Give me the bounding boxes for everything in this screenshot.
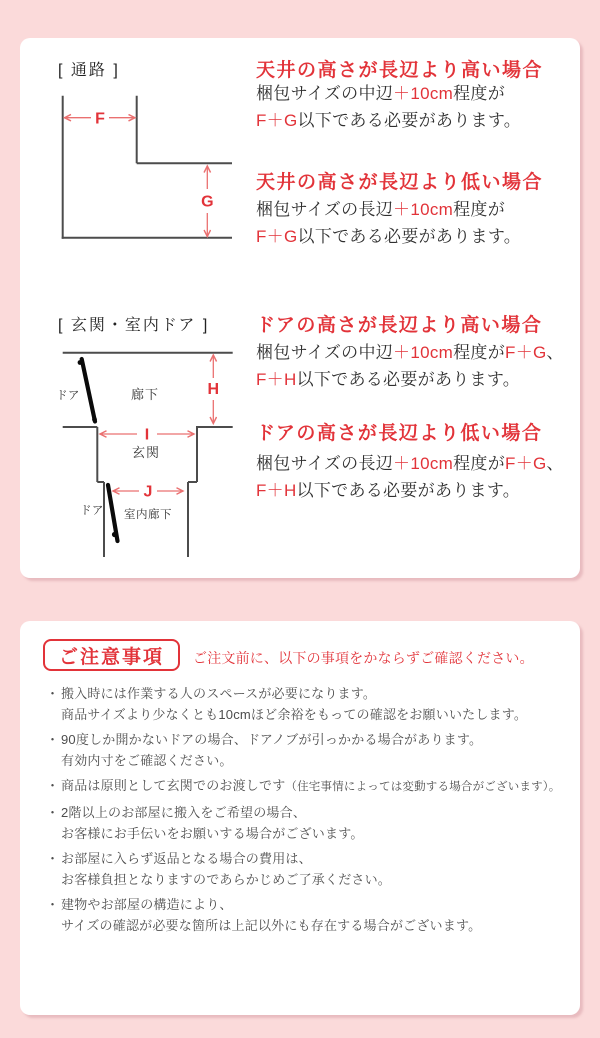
- notice-item-text: 2階以上のお部屋に搬入をご希望の場合、 お客様にお手伝いをお願いする場合がございます。: [61, 805, 364, 841]
- text-segment-red: F＋H: [256, 481, 297, 500]
- text-segment: 以下である必要があります。: [297, 111, 522, 130]
- door-higher-title: ドアの高さが長辺より高い場合: [256, 315, 543, 336]
- door-lower-title: ドアの高さが長辺より低い場合: [256, 423, 543, 444]
- f-dimension-label: F: [95, 110, 105, 128]
- j-dimension-label: J: [143, 483, 153, 501]
- notice-item: [46, 729, 566, 771]
- text-segment: 梱包サイズの中辺: [256, 84, 394, 103]
- notice-item: [46, 894, 566, 936]
- bullet-marker: ・: [46, 686, 60, 701]
- bullet-marker: ・: [46, 897, 60, 912]
- entrance-diagram: [45, 345, 245, 563]
- text-segment-red: ＋10cm: [393, 343, 454, 362]
- text-segment-red: F＋G: [256, 227, 298, 246]
- notice-item: [46, 848, 566, 890]
- g-dimension-label: G: [201, 193, 214, 211]
- text-segment: 梱包サイズの中辺: [256, 343, 394, 362]
- i-dimension-label: I: [144, 426, 150, 444]
- text-segment: 、: [546, 343, 564, 362]
- h-dimension-label: H: [207, 381, 220, 398]
- text-segment-red: F＋H: [256, 370, 297, 389]
- notice-intro: ご注文前に、以下の事項をかならずご確認ください。: [193, 650, 534, 666]
- text-segment-red: F＋G: [505, 454, 547, 473]
- notice-card: [20, 621, 580, 1015]
- text-segment: 程度が: [453, 200, 506, 219]
- door-label-top: ドア: [56, 390, 80, 402]
- notice-item-text: 90度しか開かないドアの場合、ドアノブが引っかかる場合があります。 有効内寸をご確認ください。: [61, 732, 483, 768]
- text-segment: 以下である必要があります。: [296, 370, 521, 389]
- text-segment: 梱包サイズの長辺: [256, 200, 394, 219]
- text-segment: 梱包サイズの長辺: [256, 454, 394, 473]
- text-segment: 程度が: [453, 343, 506, 362]
- text-segment: 以下である必要があります。: [296, 481, 521, 500]
- ceiling-lower-text: [256, 196, 521, 250]
- passage-diagram: [45, 85, 245, 255]
- door-higher-text: [256, 339, 564, 393]
- text-segment-red: F＋G: [256, 111, 298, 130]
- text-segment-red: ＋10cm: [393, 454, 454, 473]
- bullet-marker: ・: [46, 732, 60, 747]
- ceiling-higher-title: 天井の高さが長辺より高い場合: [256, 60, 544, 81]
- notice-item: [46, 775, 566, 798]
- ceiling-lower-title: 天井の高さが長辺より低い場合: [256, 172, 544, 193]
- notice-list: [46, 683, 566, 940]
- text-segment-red: F＋G: [505, 343, 547, 362]
- notice-item-text: 搬入時には作業する人のスペースが必要になります。 商品サイズより少なくとも10cmほど余裕をもっての確認をお願いいたします。: [61, 686, 528, 722]
- bullet-marker: ・: [46, 778, 60, 793]
- hallway-label: 廊下: [130, 387, 160, 402]
- entrance-section-label: [ 玄関・室内ドア ]: [58, 317, 210, 334]
- door-edge-dot: [112, 532, 117, 537]
- notice-item: [46, 683, 566, 725]
- notice-item: [46, 802, 566, 844]
- text-segment: 程度が: [453, 454, 506, 473]
- text-segment: 以下である必要があります。: [297, 227, 522, 246]
- notice-item-text: 建物やお部屋の構造により、 サイズの確認が必要な箇所は上記以外にも存在する場合がございます。: [61, 897, 482, 933]
- size-guide-card: [20, 38, 580, 578]
- text-segment-red: ＋10cm: [393, 200, 454, 219]
- door-lower-text: [256, 450, 564, 504]
- door-edge-dot: [92, 417, 97, 422]
- ceiling-higher-text: [256, 80, 521, 134]
- notice-item-text: お部屋に入らず返品となる場合の費用は、 お客様負担となりますのであらかじめご了承ください。: [61, 851, 392, 887]
- text-segment: 、: [546, 454, 564, 473]
- entrance-label: 玄関: [131, 445, 161, 460]
- text-segment-red: ＋10cm: [393, 84, 454, 103]
- notice-badge: ご注意事項: [43, 639, 180, 671]
- inner-hallway-label: 室内廊下: [124, 509, 172, 521]
- door-hinge-dot: [78, 360, 83, 365]
- notice-item-text: 商品は原則として玄関でのお渡しです（住宅事情によっては変動する場合がございます）。: [61, 778, 561, 793]
- entrance-door-swing: [82, 359, 95, 422]
- door-label-bottom: ドア: [80, 505, 104, 517]
- bullet-marker: ・: [46, 851, 60, 866]
- bullet-marker: ・: [46, 805, 60, 820]
- passage-section-label: [ 通路 ]: [58, 62, 120, 79]
- text-segment: 程度が: [453, 84, 506, 103]
